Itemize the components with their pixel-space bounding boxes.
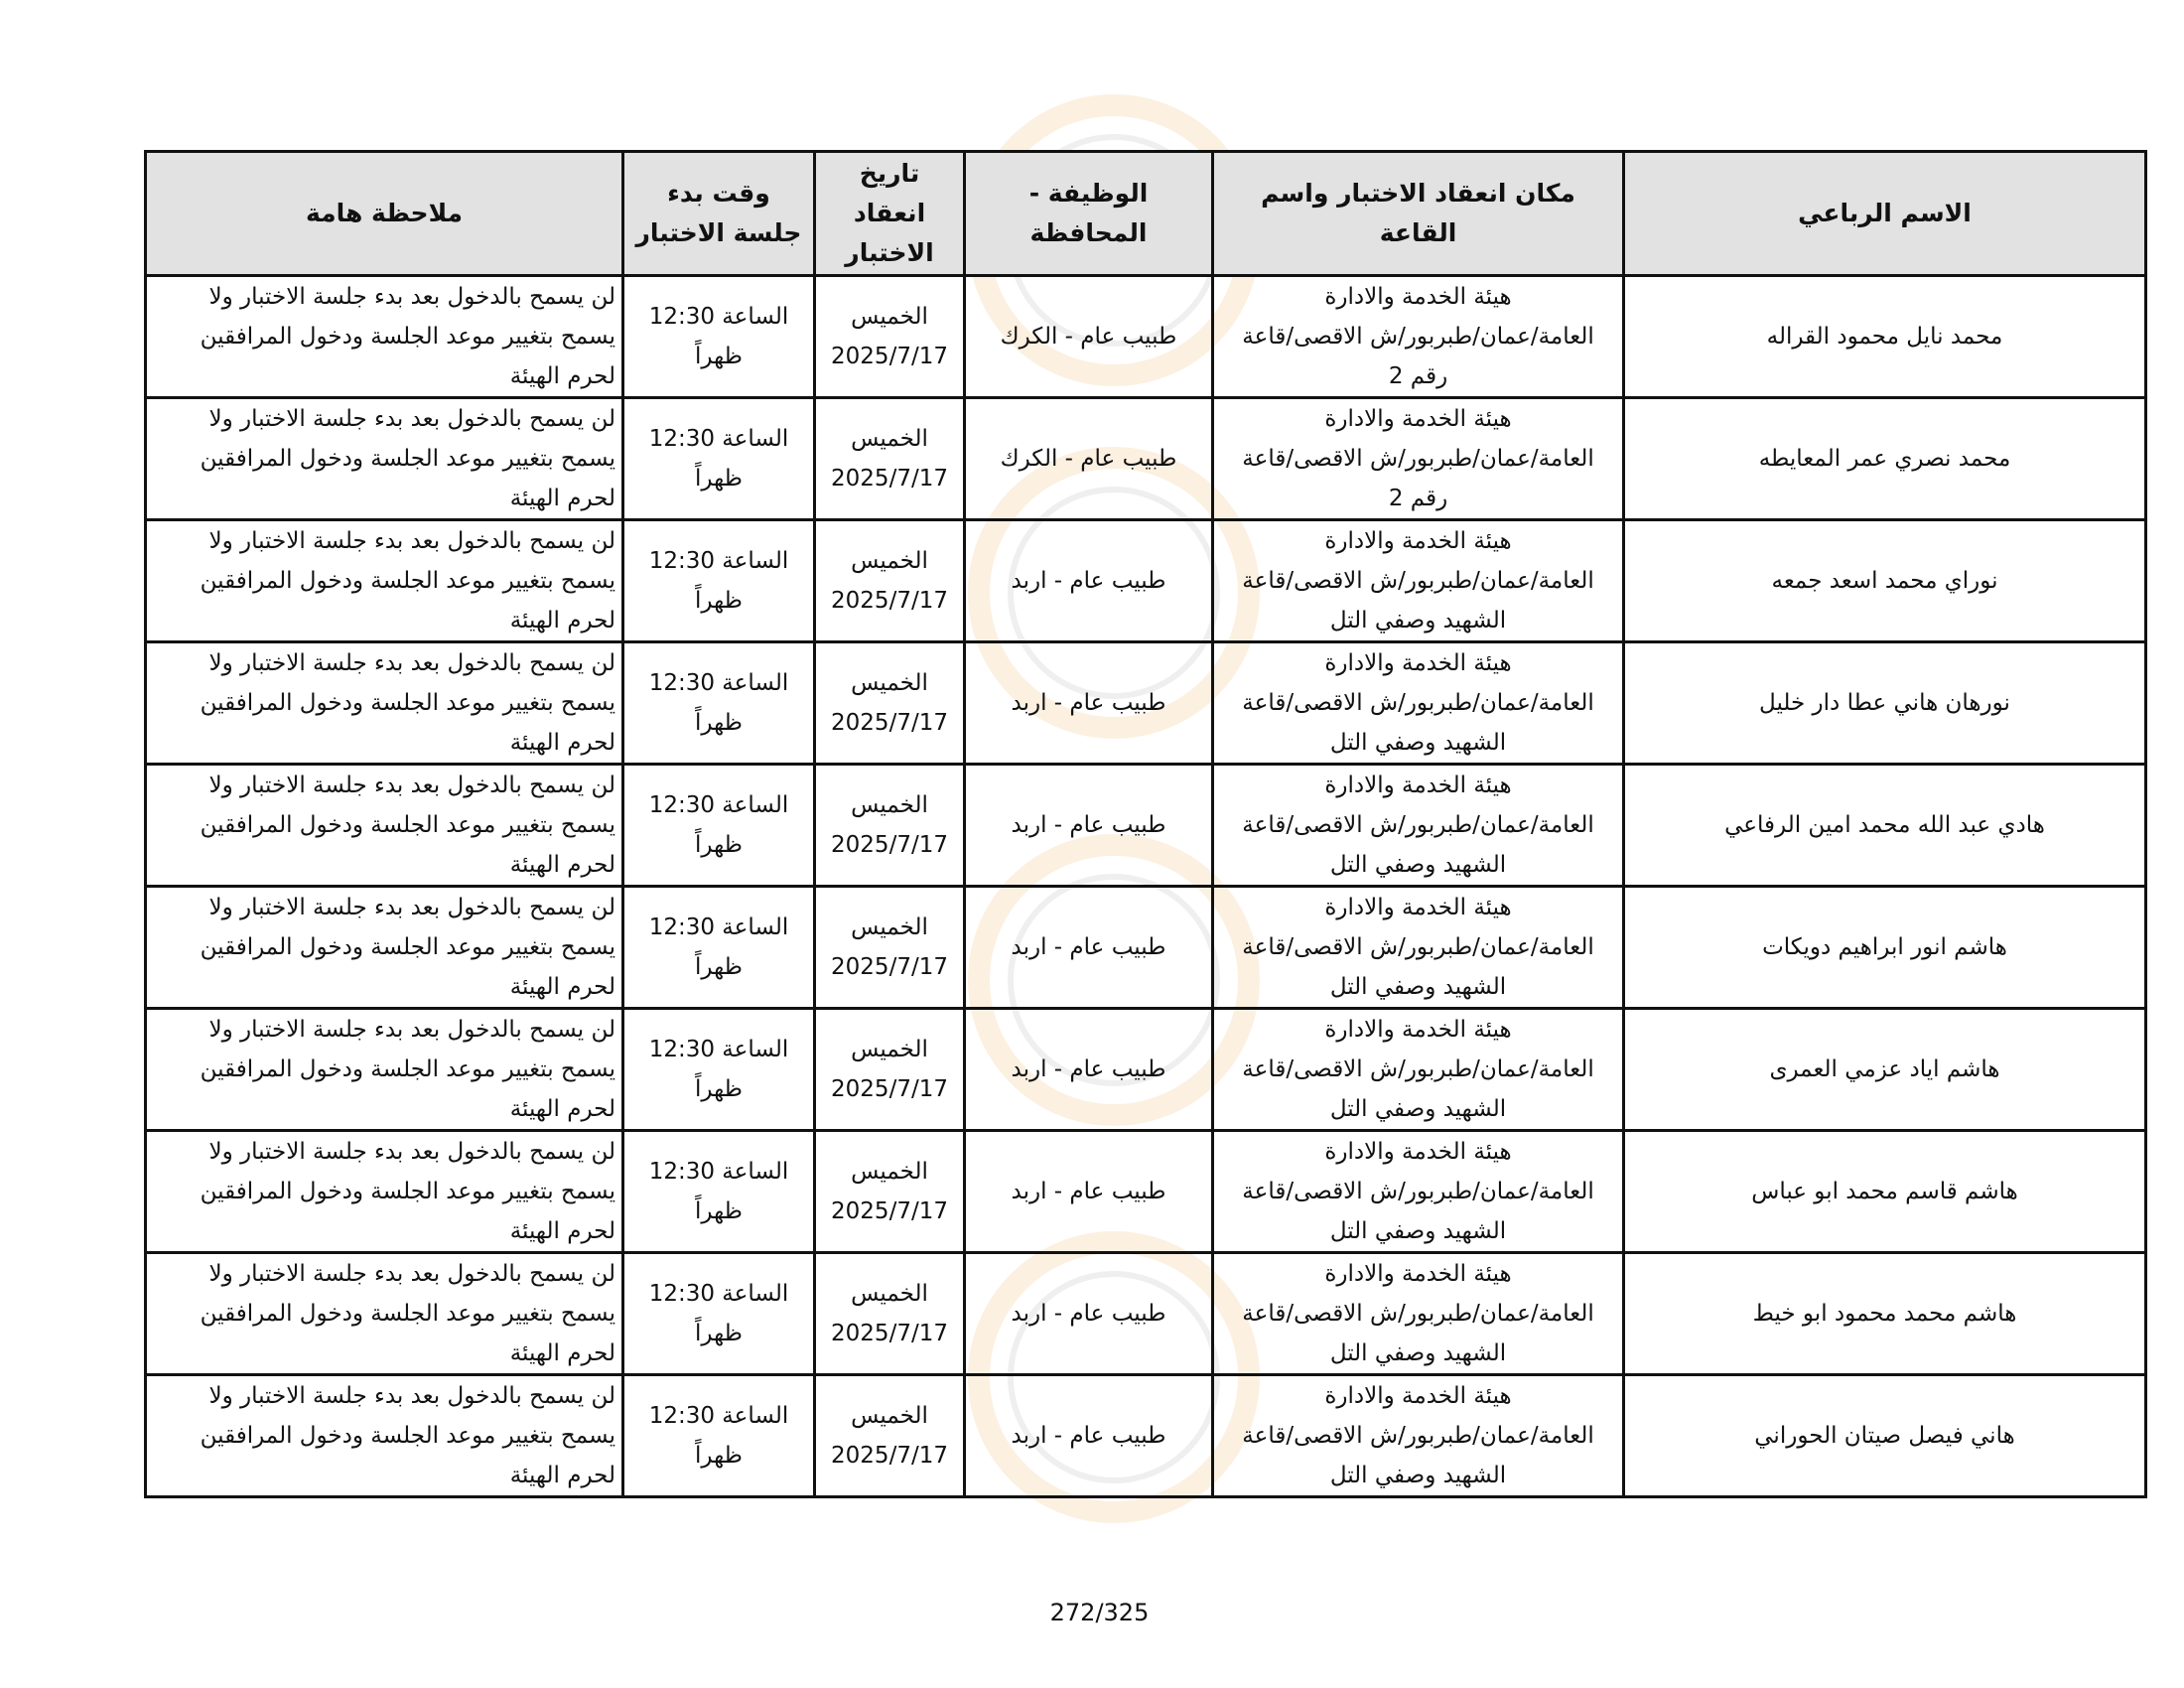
cell-note: لن يسمح بالدخول بعد بدء جلسة الاختبار ولا يسمح بتغيير موعد الجلسة ودخول المرافقين لحرم الهيئة [146, 1375, 623, 1497]
cell-time: الساعة 12:30 ظهراً [623, 642, 815, 765]
cell-job: طبيب عام - اربد [965, 887, 1213, 1009]
cell-date: الخميس 2025/7/17 [815, 520, 965, 642]
cell-name: نورهان هاني عطا دار خليل [1624, 642, 2146, 765]
cell-time: الساعة 12:30 ظهراً [623, 1253, 815, 1375]
cell-note: لن يسمح بالدخول بعد بدء جلسة الاختبار ولا يسمح بتغيير موعد الجلسة ودخول المرافقين لحرم الهيئة [146, 398, 623, 520]
cell-location: هيئة الخدمة والادارة العامة/عمان/طبربور/ش الاقصى/قاعة الشهيد وصفي التل [1213, 1375, 1624, 1497]
table-row [146, 1009, 2146, 1131]
cell-name: هاشم انور ابراهيم دويكات [1624, 887, 2146, 1009]
cell-note: لن يسمح بالدخول بعد بدء جلسة الاختبار ولا يسمح بتغيير موعد الجلسة ودخول المرافقين لحرم الهيئة [146, 765, 623, 887]
cell-job: طبيب عام - اربد [965, 765, 1213, 887]
header-name: الاسم الرباعي [1624, 152, 2146, 276]
cell-time: الساعة 12:30 ظهراً [623, 1131, 815, 1253]
cell-note: لن يسمح بالدخول بعد بدء جلسة الاختبار ولا يسمح بتغيير موعد الجلسة ودخول المرافقين لحرم الهيئة [146, 276, 623, 398]
header-location: مكان انعقاد الاختبار واسم القاعة [1213, 152, 1624, 276]
cell-date: الخميس 2025/7/17 [815, 765, 965, 887]
cell-location: هيئة الخدمة والادارة العامة/عمان/طبربور/ش الاقصى/قاعة الشهيد وصفي التل [1213, 1009, 1624, 1131]
cell-job: طبيب عام - الكرك [965, 398, 1213, 520]
header-row [146, 152, 2146, 276]
header-time: وقت بدء جلسة الاختبار [623, 152, 815, 276]
cell-job: طبيب عام - اربد [965, 1375, 1213, 1497]
table-row [146, 1253, 2146, 1375]
cell-name: محمد نصري عمر المعايطه [1624, 398, 2146, 520]
table-row [146, 642, 2146, 765]
cell-time: الساعة 12:30 ظهراً [623, 1375, 815, 1497]
cell-location: هيئة الخدمة والادارة العامة/عمان/طبربور/ش الاقصى/قاعة رقم 2 [1213, 276, 1624, 398]
cell-location: هيئة الخدمة والادارة العامة/عمان/طبربور/ش الاقصى/قاعة الشهيد وصفي التل [1213, 765, 1624, 887]
cell-date: الخميس 2025/7/17 [815, 1375, 965, 1497]
table-row [146, 398, 2146, 520]
cell-note: لن يسمح بالدخول بعد بدء جلسة الاختبار ولا يسمح بتغيير موعد الجلسة ودخول المرافقين لحرم الهيئة [146, 1253, 623, 1375]
cell-name: نوراي محمد اسعد جمعه [1624, 520, 2146, 642]
cell-location: هيئة الخدمة والادارة العامة/عمان/طبربور/ش الاقصى/قاعة الشهيد وصفي التل [1213, 1131, 1624, 1253]
cell-job: طبيب عام - اربد [965, 642, 1213, 765]
cell-time: الساعة 12:30 ظهراً [623, 765, 815, 887]
cell-name: محمد نايل محمود القراله [1624, 276, 2146, 398]
header-note: ملاحظة هامة [146, 152, 623, 276]
cell-name: هاشم اياد عزمي العمرى [1624, 1009, 2146, 1131]
table-row [146, 765, 2146, 887]
cell-date: الخميس 2025/7/17 [815, 642, 965, 765]
cell-date: الخميس 2025/7/17 [815, 276, 965, 398]
cell-note: لن يسمح بالدخول بعد بدء جلسة الاختبار ولا يسمح بتغيير موعد الجلسة ودخول المرافقين لحرم الهيئة [146, 1131, 623, 1253]
cell-time: الساعة 12:30 ظهراً [623, 398, 815, 520]
cell-date: الخميس 2025/7/17 [815, 1131, 965, 1253]
table-row [146, 520, 2146, 642]
cell-name: هاشم محمد محمود ابو خيط [1624, 1253, 2146, 1375]
page-number: 272/325 [1049, 1599, 1150, 1626]
cell-name: هادي عبد الله محمد امين الرفاعي [1624, 765, 2146, 887]
cell-location: هيئة الخدمة والادارة العامة/عمان/طبربور/ش الاقصى/قاعة الشهيد وصفي التل [1213, 887, 1624, 1009]
cell-job: طبيب عام - اربد [965, 1253, 1213, 1375]
cell-date: الخميس 2025/7/17 [815, 1009, 965, 1131]
cell-location: هيئة الخدمة والادارة العامة/عمان/طبربور/ش الاقصى/قاعة الشهيد وصفي التل [1213, 1253, 1624, 1375]
table-row [146, 1375, 2146, 1497]
table-body [146, 276, 2146, 1497]
cell-note: لن يسمح بالدخول بعد بدء جلسة الاختبار ولا يسمح بتغيير موعد الجلسة ودخول المرافقين لحرم الهيئة [146, 642, 623, 765]
cell-note: لن يسمح بالدخول بعد بدء جلسة الاختبار ولا يسمح بتغيير موعد الجلسة ودخول المرافقين لحرم الهيئة [146, 887, 623, 1009]
cell-job: طبيب عام - الكرك [965, 276, 1213, 398]
cell-time: الساعة 12:30 ظهراً [623, 276, 815, 398]
header-job: الوظيفة - المحافظة [965, 152, 1213, 276]
table-row [146, 887, 2146, 1009]
cell-name: هاني فيصل صيتان الحوراني [1624, 1375, 2146, 1497]
cell-time: الساعة 12:30 ظهراً [623, 1009, 815, 1131]
cell-date: الخميس 2025/7/17 [815, 887, 965, 1009]
cell-note: لن يسمح بالدخول بعد بدء جلسة الاختبار ولا يسمح بتغيير موعد الجلسة ودخول المرافقين لحرم الهيئة [146, 520, 623, 642]
table-row [146, 1131, 2146, 1253]
cell-time: الساعة 12:30 ظهراً [623, 887, 815, 1009]
cell-note: لن يسمح بالدخول بعد بدء جلسة الاختبار ولا يسمح بتغيير موعد الجلسة ودخول المرافقين لحرم الهيئة [146, 1009, 623, 1131]
cell-date: الخميس 2025/7/17 [815, 1253, 965, 1375]
table-row [146, 276, 2146, 398]
cell-name: هاشم قاسم محمد ابو عباس [1624, 1131, 2146, 1253]
cell-time: الساعة 12:30 ظهراً [623, 520, 815, 642]
header-date: تاريخ انعقاد الاختبار [815, 152, 965, 276]
cell-date: الخميس 2025/7/17 [815, 398, 965, 520]
cell-job: طبيب عام - اربد [965, 1131, 1213, 1253]
cell-location: هيئة الخدمة والادارة العامة/عمان/طبربور/ش الاقصى/قاعة الشهيد وصفي التل [1213, 642, 1624, 765]
cell-job: طبيب عام - اربد [965, 1009, 1213, 1131]
exam-schedule-table [144, 150, 2147, 1498]
cell-job: طبيب عام - اربد [965, 520, 1213, 642]
cell-location: هيئة الخدمة والادارة العامة/عمان/طبربور/ش الاقصى/قاعة رقم 2 [1213, 398, 1624, 520]
cell-location: هيئة الخدمة والادارة العامة/عمان/طبربور/ش الاقصى/قاعة الشهيد وصفي التل [1213, 520, 1624, 642]
